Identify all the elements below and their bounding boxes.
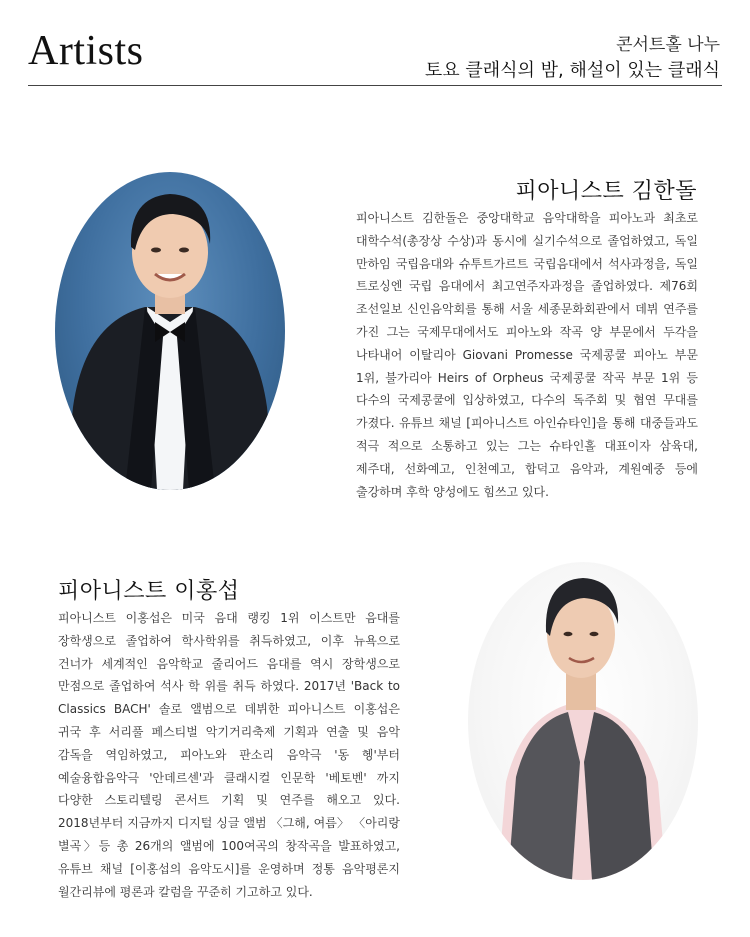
page-title: Artists (28, 28, 144, 74)
header-divider (28, 85, 722, 86)
artist-bio: 피아니스트 김한돌은 중앙대학교 음악대학을 피아노과 최초로 대학수석(총장상 수상)과 동시에 실기수석으로 졸업하였고, 독일 만하임 국립음대와 슈투트가르트 국립음대에서 석사과정을, 독일 트로싱엔 국립 음대에서 최고연주자과정을 졸업하였다. 제76회 조선일보 신인음악회를 통해 서울 세종문화회관에서 데뷔 연주를 가진 그는 국제무대에서도 피아노와 작곡 양 부문에서 두각을 나타내어 이탈리아 Giovani Promesse 국제콩쿨 피아노 부문 1위, 불가리아 Heirs of Orpheus 국제콩쿨 작곡 부문 1위 등 다수의 국제콩쿨에 입상하였고, 다수의 독주회 및 협연 무대를 가졌다. 유튜브 채널 [피아니스트 아인슈타인]을 통해 대중들과도 적극 적으로 소통하고 있는 그는 슈타인홀 대표이자 삼육대, 제주대, 선화예고, 인천예고, 합덕고 음악과, 계원예중 등에 출강하며 후학 양성에도 힘쓰고 있다. (356, 211, 698, 499)
artist-name: 피아니스트 이홍섭 (58, 579, 240, 604)
program-title: 토요 클래식의 밤, 해설이 있는 클래식 (424, 60, 720, 81)
series-title: 콘서트홀 나누 (616, 35, 720, 55)
artist-photo-lee (468, 562, 698, 880)
artist-photo-kim (55, 172, 285, 490)
artist-name: 피아니스트 김한돌 (515, 179, 697, 204)
artist-bio: 피아니스트 이홍섭은 미국 음대 랭킹 1위 이스트만 음대를 장학생으로 졸업하여 학사학위를 취득하였고, 이후 뉴욕으로 건너가 세계적인 음악학교 줄리어드 음대를 역시 장학생으로 만점으로 졸업하여 석사 학 위를 취득 하였다. 2017년 'Back to Classics BACH' 솔로 앨범으로 데뷔한 피아니스트 이홍섭은 귀국 후 서리풀 페스티벌 악기거리축제 기획과 연출 및 음악 감독을 역임하였고, 피아노와 판소리 음악극 '동 헹'부터 예술융합음악극 '안데르센'과 클래시컬 인문학 '베토벤' 까지 다양한 스토리텔링 콘서트 기획 및 연주를 해오고 있다. 2018년부터 지금까지 디지털 싱글 앨범 〈그해, 여름〉 〈아리랑 별곡〉등 총 26개의 앨범에 100여곡의 창작곡을 발표하였고, 유튜브 채널 [이홍섭의 음악도시]를 운영하며 정통 음악평론지 월간리뷰에 평론과 칼럼을 꾸준히 기고하고 있다. (58, 611, 400, 899)
